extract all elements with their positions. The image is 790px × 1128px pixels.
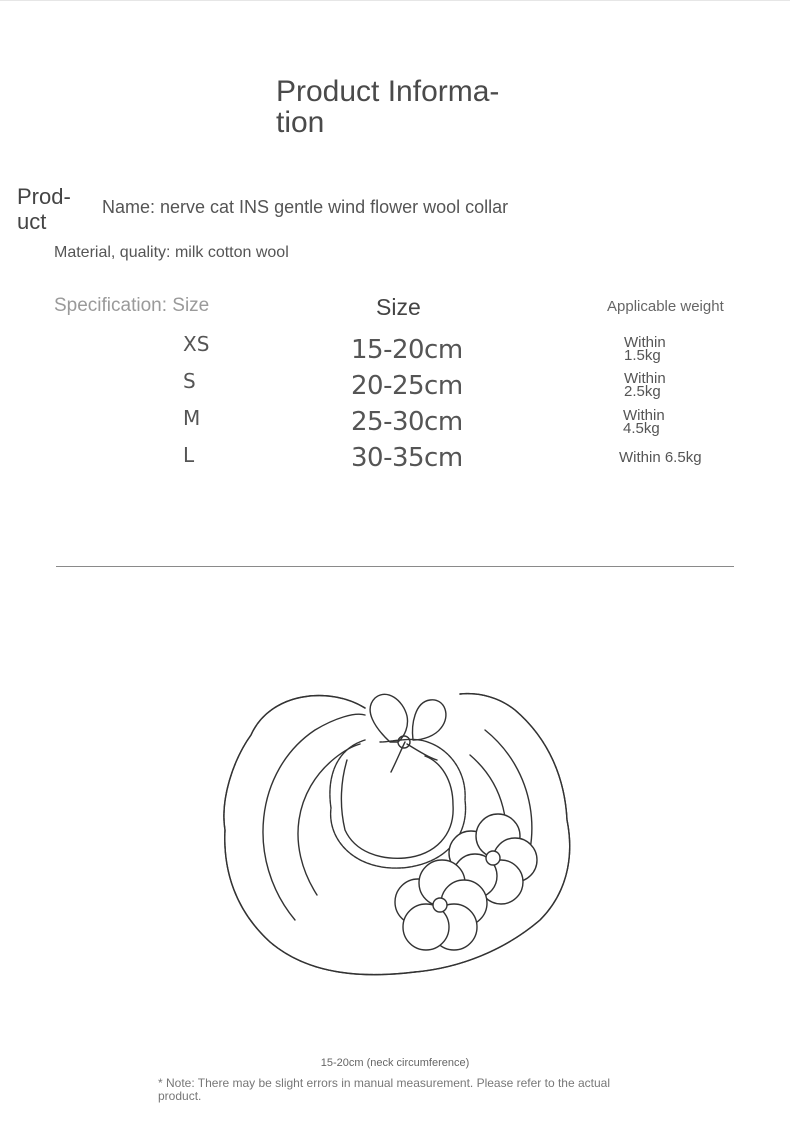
- size-column-header: Size: [376, 294, 421, 320]
- size-label-xs: XS: [183, 332, 210, 356]
- size-label-l: L: [183, 443, 195, 467]
- size-range-l: 30-35cm: [351, 443, 463, 473]
- size-range-m: 25-30cm: [351, 407, 463, 437]
- weight-m: Within 4.5kg: [623, 407, 665, 437]
- weight-xs: Within 1.5kg: [624, 334, 666, 364]
- product-label: Prod- uct: [17, 184, 71, 234]
- size-label-m: M: [183, 406, 201, 430]
- section-divider: [56, 566, 734, 567]
- weight-s: Within 2.5kg: [624, 370, 666, 400]
- material-line: Material, quality: milk cotton wool: [54, 244, 289, 261]
- page-title: Product Informa- tion: [276, 75, 500, 139]
- measurement-note: * Note: There may be slight errors in manual measurement. Please refer to the actual product.: [158, 1076, 610, 1103]
- product-name: Name: nerve cat INS gentle wind flower wool collar: [102, 197, 509, 217]
- top-border: [0, 0, 790, 1]
- specification-label: Specification: Size: [54, 295, 210, 316]
- illustration-caption: 15-20cm (neck circumference): [320, 1057, 470, 1069]
- size-range-s: 20-25cm: [351, 371, 463, 401]
- size-range-xs: 15-20cm: [351, 335, 463, 365]
- weight-l: Within 6.5kg: [619, 449, 702, 466]
- weight-column-header: Applicable weight: [607, 298, 724, 315]
- flower-wool-collar-icon: [215, 680, 580, 990]
- size-label-s: S: [183, 369, 196, 393]
